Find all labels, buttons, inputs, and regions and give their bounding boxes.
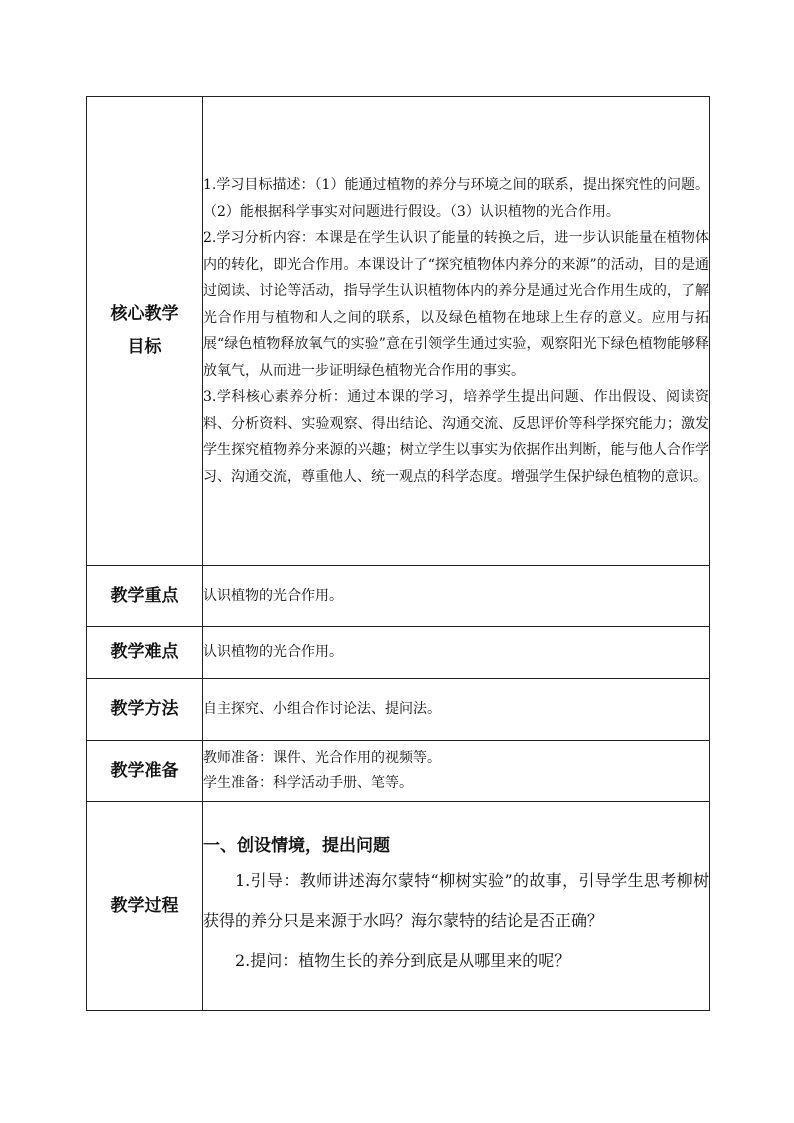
preparation-label: 教学准备 [87, 741, 203, 802]
teacher-preparation: 教师准备：课件、光合作用的视频等。 [203, 750, 441, 766]
table-row-core-goals [87, 97, 710, 566]
process-content [203, 802, 710, 1011]
preparation-content [203, 741, 710, 802]
process-label: 教学过程 [87, 802, 203, 1011]
table-row-methods [87, 679, 710, 741]
lesson-plan-table [86, 96, 710, 1011]
core-goals-label-line2: 目标 [127, 337, 162, 357]
core-goals-label [87, 97, 203, 566]
core-goals-label-line1: 核心教学 [110, 304, 179, 324]
process-paragraph-1: 1.引导：教师讲述海尔蒙特“柳树实验”的故事，引导学生思考柳树获得的养分只是来源于水吗？海尔蒙特的结论是否正确？ [203, 871, 709, 930]
goals-paragraph-1: 1.学习目标描述：（1）能通过植物的养分与环境之间的联系，提出探究性的问题。（2）能根据科学事实对问题进行假设。（3）认识植物的光合作用。 [203, 177, 709, 220]
process-heading: 一、创设情境，提出问题 [203, 836, 390, 856]
key-points-content: 认识植物的光合作用。 [203, 566, 710, 627]
goals-paragraph-2: 2.学习分析内容：本课是在学生认识了能量的转换之后，进一步认识能量在植物体内的转化，即光合作用。本课设计了“探究植物体内养分的来源”的活动，目的是通过阅读、讨论等活动，指导学生认识植物体内的养分是通过光合作用生成的，了解光合作用与植物和人之间的联系，以及绿色植物在地球上生存的意义。应用与拓展“绿色植物释放氧气的实验”意在引领学生通过实验，观察阳光下绿色植物能够释放氧气，从而进一步证明绿色植物光合作用的事实。 [203, 230, 709, 379]
key-points-label: 教学重点 [87, 566, 203, 627]
difficulties-label: 教学难点 [87, 627, 203, 679]
table-row-process [87, 802, 710, 1011]
methods-content: 自主探究、小组合作讨论法、提问法。 [203, 679, 710, 741]
table-row-preparation [87, 741, 710, 802]
table-row-difficulties [87, 627, 710, 679]
difficulties-content: 认识植物的光合作用。 [203, 627, 710, 679]
student-preparation: 学生准备：科学活动手册、笔等。 [203, 775, 413, 791]
methods-label: 教学方法 [87, 679, 203, 741]
table-row-key-points [87, 566, 710, 627]
process-paragraph-2: 2.提问：植物生长的养分到底是从哪里来的呢？ [235, 951, 571, 970]
core-goals-content [203, 97, 710, 566]
goals-paragraph-3: 3.学科核心素养分析：通过本课的学习，培养学生提出问题、作出假设、阅读资料、分析资料、实验观察、得出结论、沟通交流、反思评价等科学探究能力；激发学生探究植物养分来源的兴趣；树立学生以事实为依据作出判断，能与他人合作学习、沟通交流，尊重他人、统一观点的科学态度。增强学生保护绿色植物的意识。 [203, 389, 709, 485]
